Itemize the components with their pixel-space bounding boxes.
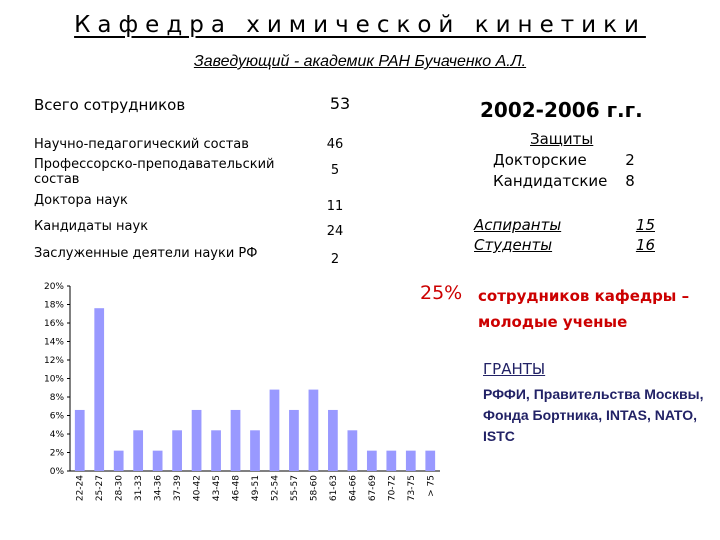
- grants-title: ГРАНТЫ: [483, 360, 546, 378]
- bar: [425, 451, 435, 471]
- stat-label-honored-scientists: Заслуженные деятели науки РФ: [34, 246, 258, 261]
- x-tick-label: 28-30: [114, 475, 125, 502]
- x-tick-label: 40-42: [192, 475, 203, 502]
- x-tick-label: 61-63: [328, 475, 339, 502]
- defense-candidate-value: 8: [625, 172, 635, 190]
- bar: [192, 410, 202, 471]
- x-tick-label: 43-45: [212, 475, 223, 502]
- bar: [348, 430, 358, 471]
- bar: [211, 430, 221, 471]
- y-tick-label: 0%: [49, 467, 64, 477]
- age-distribution-chart: [30, 278, 450, 528]
- y-tick-label: 14%: [43, 337, 64, 348]
- bar: [153, 451, 163, 471]
- bar: [328, 410, 338, 471]
- y-tick-label: 2%: [49, 448, 64, 459]
- y-tick-label: 12%: [43, 356, 64, 366]
- stat-label-candidates: Кандидаты наук: [34, 219, 149, 234]
- students-value: 16: [635, 236, 655, 254]
- x-tick-label: 70-72: [387, 475, 398, 502]
- bar: [406, 451, 416, 471]
- y-tick-label: 8%: [49, 393, 64, 403]
- x-tick-label: 58-60: [309, 475, 320, 502]
- y-tick-label: 18%: [43, 300, 64, 311]
- bar: [250, 430, 260, 471]
- x-tick-label: 64-66: [348, 475, 359, 502]
- bar: [386, 451, 396, 471]
- postgrad-value: 15: [635, 216, 655, 234]
- page-title: Кафедра химической кинетики: [74, 12, 646, 38]
- page-subtitle: Заведующий - академик РАН Бучаченко А.Л.: [193, 53, 527, 70]
- x-tick-label: 52-54: [270, 475, 281, 502]
- x-tick-label: 49-51: [251, 475, 261, 502]
- young-percent: 25%: [420, 282, 463, 304]
- stat-label-doctors: Доктора наук: [34, 193, 128, 208]
- defense-doctoral-label: Докторские: [493, 151, 587, 169]
- x-tick-label: 34-36: [153, 475, 164, 502]
- x-tick-label: 55-57: [289, 475, 300, 502]
- young-text-line2: молодые ученые: [478, 313, 628, 331]
- bar: [270, 390, 280, 471]
- defenses-title: Защиты: [530, 130, 594, 148]
- y-tick-label: 20%: [43, 282, 64, 292]
- bar: [367, 451, 377, 471]
- bar: [289, 410, 299, 471]
- stat-value-scientific-staff: 46: [326, 137, 344, 152]
- bar: [133, 430, 143, 471]
- bar: [114, 451, 124, 471]
- x-tick-label: 22-24: [75, 475, 86, 502]
- stat-label-scientific-staff: Научно-педагогический состав: [34, 137, 249, 152]
- y-tick-label: 16%: [43, 319, 64, 329]
- x-tick-label: 37-39: [173, 475, 184, 502]
- y-tick-label: 4%: [49, 430, 64, 440]
- defense-period: 2002-2006 г.г.: [480, 98, 643, 122]
- stat-label-teaching-staff: Профессорско-преподавательский состав: [34, 157, 275, 187]
- young-text-line1: сотрудников кафедры –: [478, 287, 690, 305]
- stat-value-candidates: 24: [326, 224, 344, 239]
- x-tick-label: 25-27: [95, 475, 106, 502]
- bar: [94, 308, 104, 471]
- x-tick-label: 73-75: [406, 475, 417, 502]
- bar: [75, 410, 85, 471]
- x-tick-label: 46-48: [231, 475, 242, 502]
- postgrad-label: Аспиранты: [474, 216, 562, 234]
- bar: [172, 430, 182, 471]
- x-tick-label: 67-69: [367, 475, 378, 502]
- grants-text: РФФИ, Правительства Москвы, Фонда Бортника, INTAS, NATO, ISTC: [483, 386, 704, 444]
- y-tick-label: 10%: [43, 374, 64, 385]
- stat-value-teaching-staff: 5: [330, 163, 340, 178]
- students-label: Студенты: [474, 236, 553, 254]
- total-staff-value: 53: [329, 94, 351, 113]
- x-tick-label: 31-33: [134, 475, 145, 502]
- bar: [231, 410, 241, 471]
- total-staff-label: Всего сотрудников: [34, 96, 186, 114]
- defense-doctoral-value: 2: [625, 151, 635, 169]
- stat-value-doctors: 11: [326, 199, 344, 214]
- bar: [309, 390, 319, 471]
- defense-candidate-label: Кандидатские: [493, 172, 608, 190]
- y-tick-label: 6%: [49, 411, 64, 422]
- x-tick-label: > 75: [426, 475, 437, 497]
- stat-value-honored-scientists: 2: [330, 252, 340, 267]
